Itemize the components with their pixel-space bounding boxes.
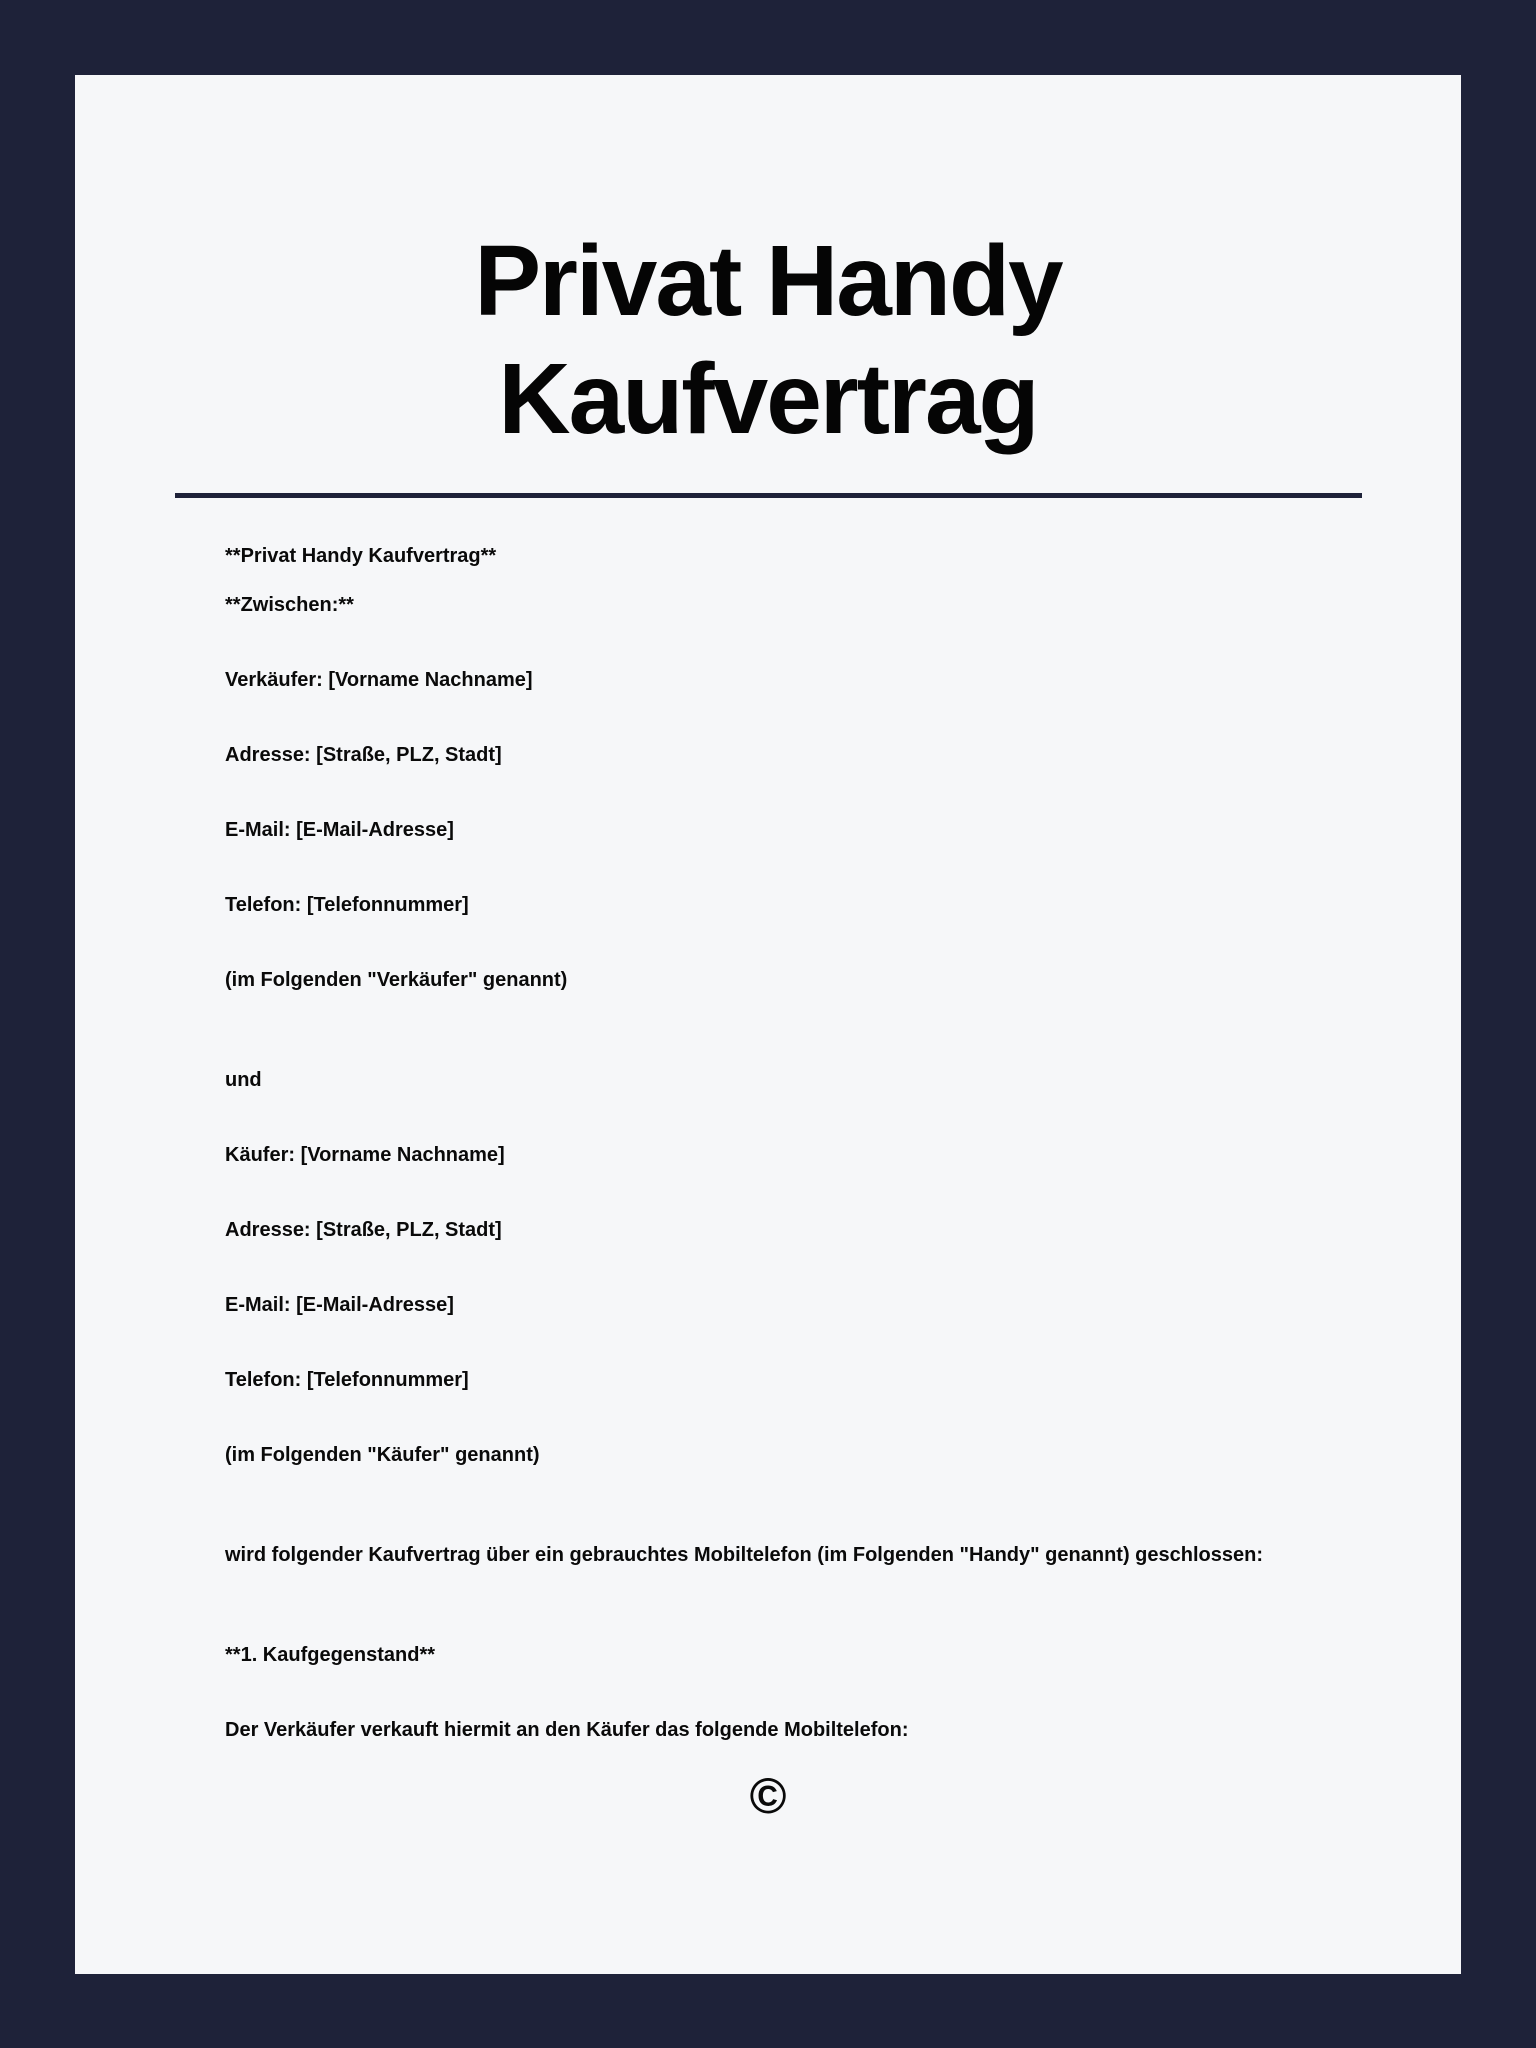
document-line: E-Mail: [E-Mail-Adresse]	[225, 819, 454, 841]
page-title-line-2: Kaufvertrag	[498, 343, 1038, 455]
document-line: Käufer: [Vorname Nachname]	[225, 1144, 505, 1166]
document-line: (im Folgenden "Verkäufer" genannt)	[225, 969, 568, 991]
document-line: Der Verkäufer verkauft hiermit an den Käufer das folgende Mobiltelefon:	[225, 1719, 909, 1741]
document-line: Verkäufer: [Vorname Nachname]	[225, 669, 533, 691]
document-line: Telefon: [Telefonnummer]	[225, 1369, 469, 1391]
document-line: und	[225, 1069, 262, 1091]
document-line: Telefon: [Telefonnummer]	[225, 894, 469, 916]
document-body	[225, 544, 1311, 1824]
title-divider-rule	[175, 493, 1362, 498]
document-line: **Privat Handy Kaufvertrag**	[225, 545, 497, 567]
copyright-row	[225, 1768, 1311, 1824]
page-title	[75, 222, 1461, 458]
document-page	[75, 75, 1461, 1974]
document-line: **Zwischen:**	[225, 594, 354, 616]
copyright-icon: ©	[749, 1768, 787, 1824]
page-title-line-1: Privat Handy	[474, 225, 1062, 337]
document-line: Adresse: [Straße, PLZ, Stadt]	[225, 744, 502, 766]
document-line: (im Folgenden "Käufer" genannt)	[225, 1444, 540, 1466]
document-line: E-Mail: [E-Mail-Adresse]	[225, 1294, 454, 1316]
document-line: wird folgender Kaufvertrag über ein gebrauchtes Mobiltelefon (im Folgenden "Handy" genannt) geschlossen:	[225, 1544, 1263, 1566]
document-line: **1. Kaufgegenstand**	[225, 1644, 436, 1666]
document-line: Adresse: [Straße, PLZ, Stadt]	[225, 1219, 502, 1241]
